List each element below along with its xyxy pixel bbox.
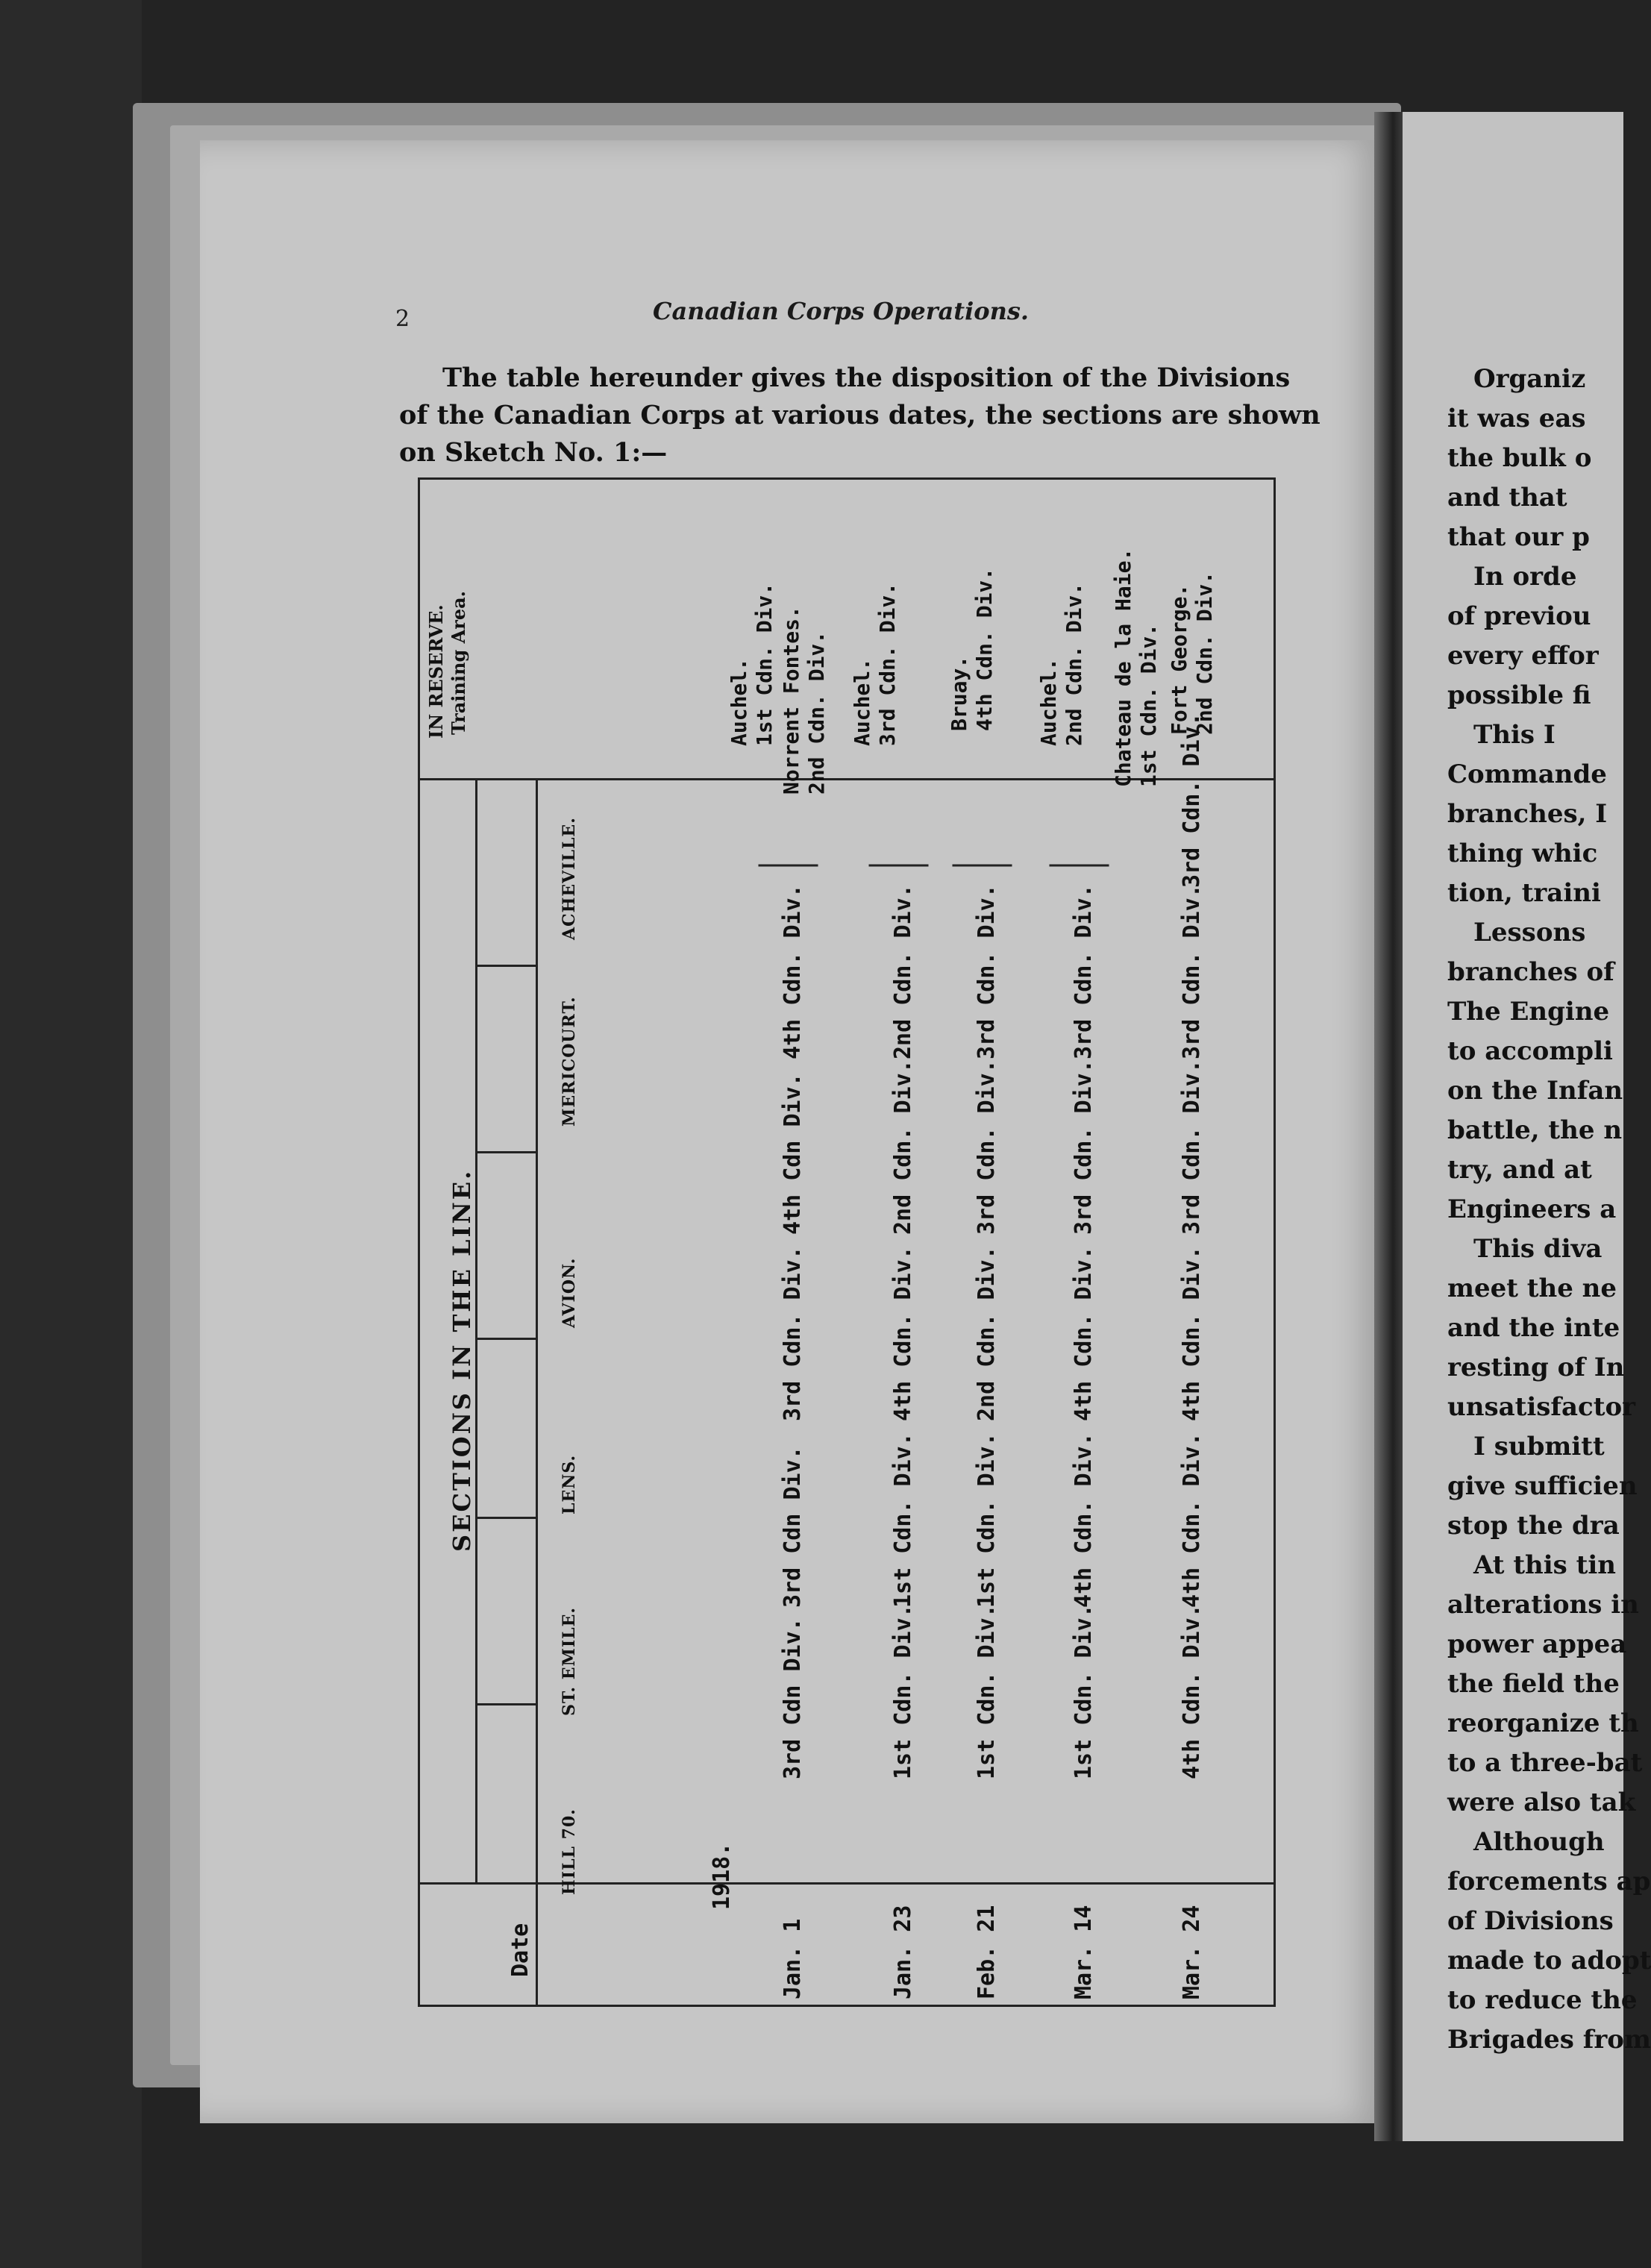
reserve-place: Auchel. (727, 657, 751, 746)
table-cell: 3rd Cdn Div. (780, 1617, 806, 1779)
empty-cell-rule (759, 865, 818, 867)
reserve-header: Training Area. (448, 590, 469, 735)
right-page-line: unsatisfactor (1447, 1392, 1636, 1422)
table-cell: 1st Cdn. Div. (1071, 1604, 1097, 1779)
right-page-line: and that (1447, 483, 1567, 513)
table-rule (475, 1151, 538, 1153)
background-desk (0, 0, 142, 2268)
reserve-place: Auchel. (1036, 657, 1061, 746)
column-header-hill-70: HILL 70. (560, 1808, 579, 1895)
table-cell: 4th Cdn. Div. (1071, 1246, 1097, 1421)
right-page-line: Organiz (1473, 364, 1586, 394)
right-page-line: of previou (1447, 601, 1591, 631)
right-page-line: At this tin (1473, 1550, 1616, 1580)
right-page-line: This diva (1473, 1234, 1603, 1264)
row-date: Mar. 24 (1179, 1905, 1205, 1999)
table-cell: 3rd Cdn. Div. (1179, 884, 1205, 1059)
table-cell: 1st Cdn. Div. (974, 1432, 1000, 1608)
table-rule (475, 1517, 538, 1519)
right-page-line: and the inte (1447, 1313, 1620, 1343)
column-header-avion: AVION. (560, 1257, 579, 1328)
row-date: Jan. 23 (890, 1905, 916, 1999)
empty-cell-rule (869, 865, 929, 867)
right-page-line: The Engine (1447, 997, 1610, 1027)
right-page-line: thing whic (1447, 839, 1598, 868)
right-page-line: to reduce the (1447, 1985, 1638, 2015)
right-page-line: possible fi (1447, 680, 1591, 710)
right-page-line: the field the (1447, 1669, 1620, 1699)
reserve-place: Bruay. (947, 655, 971, 731)
column-header-mericourt: MERICOURT. (560, 996, 579, 1127)
intro-line: of the Canadian Corps at various dates, the sections are shown (399, 400, 1321, 430)
year-label: 1918. (709, 1842, 735, 1910)
right-page-line: made to adopt (1447, 1946, 1651, 1976)
table-cell: 4th Cdn Div. (780, 1073, 806, 1235)
table-cell: 3rd Cdn. Div. (1071, 1059, 1097, 1235)
right-page-line: try, and at (1447, 1155, 1592, 1185)
reserve-place: Fort George. (1167, 583, 1191, 735)
right-page-line: power appea (1447, 1629, 1627, 1659)
right-page-line: In orde (1473, 562, 1577, 592)
right-page-line: on the Infan (1447, 1076, 1623, 1106)
table-cell: 4th Cdn. Div. (890, 1246, 916, 1421)
running-head: Canadian Corps Operations. (653, 297, 1029, 325)
right-page-line: that our p (1447, 522, 1590, 552)
right-page (1403, 112, 1651, 2141)
intro-paragraph (399, 360, 1321, 472)
row-date: Feb. 21 (974, 1905, 1000, 1999)
table-rule (420, 1882, 1274, 1885)
table-rule (536, 778, 538, 1882)
right-page-line: of Divisions (1447, 1906, 1614, 1936)
reserve-division: 2nd Cdn. Div. (1062, 582, 1086, 746)
right-page-line: battle, the n (1447, 1115, 1623, 1145)
right-page-line: Lessons (1473, 918, 1586, 947)
row-date: Mar. 14 (1071, 1905, 1097, 1999)
table-cell: 4th Cdn. Div. (1179, 1246, 1205, 1421)
intro-line: on Sketch No. 1:— (399, 437, 668, 468)
reserve-place: Chateau de la Haie. (1111, 548, 1135, 787)
table-cell: 3rd Cdn Div. (780, 1446, 806, 1608)
table-cell: 1st Cdn. Div. (974, 1604, 1000, 1779)
right-page-line: Brigades from (1447, 2025, 1651, 2055)
date-header: Date (507, 1923, 533, 1977)
table-rule (475, 965, 538, 967)
table-cell: 4th Cdn. Div. (780, 884, 806, 1059)
table-cell: 4th Cdn. Div. (1071, 1432, 1097, 1608)
right-page-line: This I (1473, 720, 1556, 750)
table-cell: 3rd Cdn. Div. (780, 1246, 806, 1421)
table-cell: 3rd Cdn. Div. (1071, 884, 1097, 1059)
right-page-line: Engineers a (1447, 1194, 1617, 1224)
table-cell: 2nd Cdn. Div. (974, 1246, 1000, 1421)
column-header-st-emile: ST. EMILE. (560, 1606, 579, 1716)
right-page-line: alterations in (1447, 1590, 1639, 1620)
table-cell: 1st Cdn. Div. (890, 1432, 916, 1608)
right-page-line: it was eas (1447, 404, 1586, 433)
table-cell: 1st Cdn. Div. (890, 1604, 916, 1779)
table-cell: 4th Cdn. Div. (1179, 1432, 1205, 1608)
table-cell: 2nd Cdn. Div. (890, 884, 916, 1059)
right-page-line: Commande (1447, 759, 1607, 789)
table-rule (475, 1338, 538, 1340)
table-cell: 3rd Cdn. Div. (974, 884, 1000, 1059)
table-rule (475, 1703, 538, 1705)
right-page-line: forcements ap (1447, 1867, 1651, 1896)
right-page-line: tion, traini (1447, 878, 1601, 908)
reserve-division: 1st Cdn. Div. (1136, 623, 1161, 787)
right-page-line: were also tak (1447, 1788, 1636, 1817)
right-page-line: branches, I (1447, 799, 1608, 829)
right-page-line: resting of In (1447, 1353, 1625, 1382)
table-rule (536, 1882, 538, 2005)
right-page-line: to accompli (1447, 1036, 1613, 1066)
column-header-lens: LENS. (560, 1454, 579, 1514)
reserve-place: Norrent Fontes. (779, 606, 803, 795)
empty-cell-rule (1050, 865, 1109, 867)
right-page-line: I submitt (1473, 1432, 1605, 1462)
table-cell: 4th Cdn. Div. (1179, 1604, 1205, 1779)
right-page-line: the bulk o (1447, 443, 1592, 473)
reserve-division: 2nd Cdn. Div. (1192, 571, 1217, 735)
reserve-division: 3rd Cdn. Div. (875, 582, 900, 746)
right-page-line: meet the ne (1447, 1274, 1617, 1303)
column-header-acheville: ACHEVILLE. (560, 817, 579, 940)
reserve-division: 1st Cdn. Div. (752, 582, 777, 746)
table-cell: 3rd Cdn. Div. (974, 1059, 1000, 1235)
reserve-header: IN RESERVE. (425, 604, 447, 739)
right-page-line: Although (1473, 1827, 1605, 1857)
table-cell: 3rd Cdn. Div. (1179, 712, 1205, 888)
right-page-line: to a three-bat (1447, 1748, 1643, 1778)
table-cell: 3rd Cdn. Div. (1179, 1059, 1205, 1235)
empty-cell-rule (953, 865, 1012, 867)
row-date: Jan. 1 (780, 1918, 806, 1999)
right-page-line: give sufficien (1447, 1471, 1638, 1501)
reserve-place: Auchel. (850, 657, 874, 746)
right-page-line: every effor (1447, 641, 1599, 671)
reserve-division: 2nd Cdn. Div. (804, 630, 829, 795)
right-page-line: branches of (1447, 957, 1614, 987)
right-page-line: stop the dra (1447, 1511, 1620, 1541)
right-page-line: reorganize th (1447, 1708, 1639, 1738)
intro-line: The table hereunder gives the disposition of the Divisions (442, 363, 1291, 393)
sections-header: SECTIONS IN THE LINE. (448, 1168, 476, 1552)
reserve-division: 4th Cdn. Div. (972, 567, 997, 731)
table-cell: 2nd Cdn. Div. (890, 1059, 916, 1235)
page-number: 2 (395, 306, 410, 332)
